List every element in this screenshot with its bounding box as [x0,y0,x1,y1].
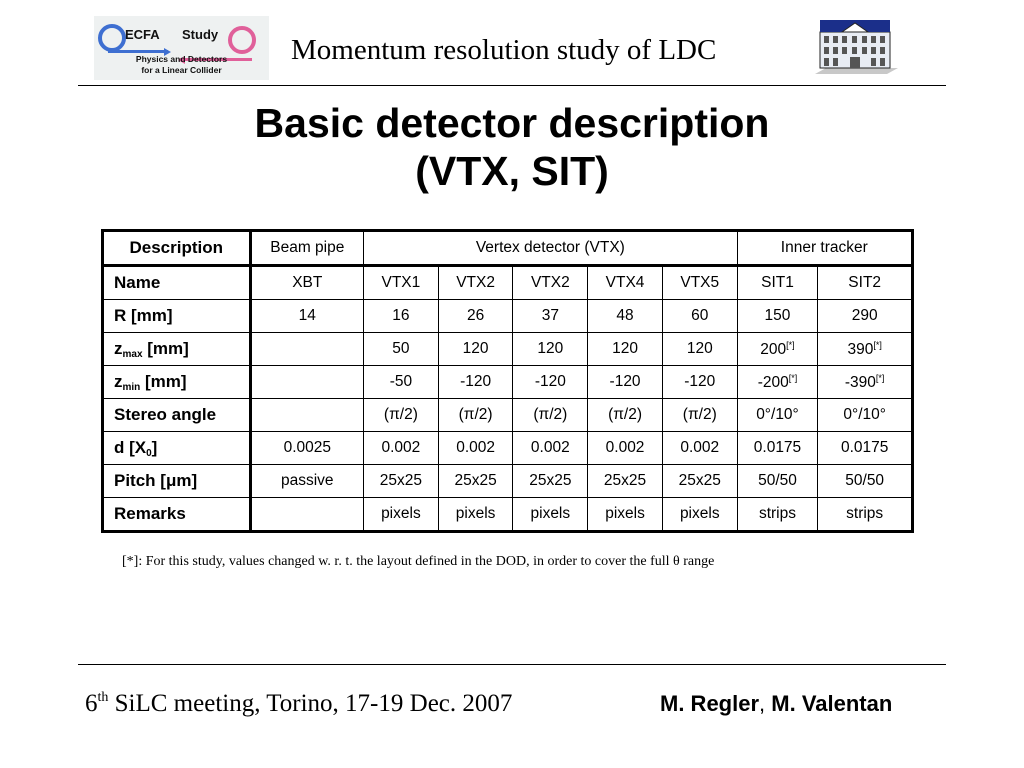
row-label-zmax [103,333,251,366]
label-unit: ] [151,437,158,457]
table-cell [250,366,363,399]
slide-title [0,99,1024,195]
table-cell: passive [250,465,363,498]
table-cell: 25x25 [364,465,439,498]
footnote-marker: [*] [788,372,798,383]
table-cell: 0.002 [438,432,513,465]
label-main: z [114,338,123,358]
footer-authors [660,691,892,717]
table-row [103,333,913,366]
label-main: d [X [114,437,147,457]
ordinal-number: 6 [85,690,98,717]
table-row [103,465,913,498]
table-cell: 290 [818,300,913,333]
table-cell: 50/50 [818,465,913,498]
row-label-r: R [mm] [103,300,251,333]
meeting-text: SiLC meeting, Torino, 17-19 Dec. 2007 [108,690,513,717]
table-cell: -50 [364,366,439,399]
slide-title-line-2: (VTX, SIT) [415,148,609,194]
table-cell: 26 [438,300,513,333]
table-cell: 14 [250,300,363,333]
footer-divider [78,664,946,665]
logo-study-text: Study [182,27,219,42]
pink-ring-icon [228,26,256,54]
row-label-stereo: Stereo angle [103,399,251,432]
table-cell: pixels [588,498,663,532]
header-description: Description [103,231,251,266]
table-cell: 25x25 [588,465,663,498]
table-cell [250,333,363,366]
table-row [103,300,913,333]
cell-value: -390 [844,373,876,391]
table-cell: 25x25 [662,465,737,498]
label-main: z [114,371,123,391]
ecfa-study-logo [94,16,269,80]
table-cell: 0.0175 [818,432,913,465]
footnote-marker: [*] [875,372,885,383]
table-cell: VTX1 [364,266,439,300]
university-building-icon [812,18,898,76]
blue-ring-icon [98,24,126,52]
table-cell [250,498,363,532]
logo-subtitle-2: for a Linear Collider [141,65,222,75]
cell-value: -200 [757,373,789,391]
table-cell: 0°/10° [737,399,818,432]
table-cell: (π/2) [438,399,513,432]
table-row [103,366,913,399]
table-cell: 48 [588,300,663,333]
logo-ecfa-text: ECFA [125,27,160,42]
table-cell: 120 [438,333,513,366]
table-cell [818,333,913,366]
logo-subtitle-1: Physics and Detectors [135,54,228,64]
row-label-d [103,432,251,465]
table-cell: (π/2) [364,399,439,432]
table-cell: XBT [250,266,363,300]
table-row [103,399,913,432]
table-cell: 150 [737,300,818,333]
author-name: M. Regler [660,691,760,716]
table-cell: 50/50 [737,465,818,498]
table-cell: 0°/10° [818,399,913,432]
table-cell: -120 [588,366,663,399]
table-cell: 37 [513,300,588,333]
table-cell: 0.002 [364,432,439,465]
slide-title-line-1: Basic detector description [254,100,770,146]
table-cell: 0.002 [662,432,737,465]
table-cell: SIT1 [737,266,818,300]
table-cell: pixels [513,498,588,532]
detector-table [101,229,914,533]
footnote-marker: [*] [786,339,795,350]
blue-arrow-icon [108,50,168,53]
label-subscript: min [122,381,141,393]
table-cell: pixels [364,498,439,532]
header-title: Momentum resolution study of LDC [291,34,717,66]
footer-meeting [85,690,512,718]
table-cell: 60 [662,300,737,333]
table-cell: SIT2 [818,266,913,300]
table-row [103,498,913,532]
row-label-remarks: Remarks [103,498,251,532]
table-cell: 25x25 [438,465,513,498]
label-unit: [mm] [140,371,187,391]
table-cell: 50 [364,333,439,366]
label-subscript: max [122,348,143,360]
table-header-row [103,231,913,266]
table-cell [737,333,818,366]
row-label-zmin [103,366,251,399]
table-cell: 120 [588,333,663,366]
table-cell: -120 [662,366,737,399]
table-cell [737,366,818,399]
header-beam-pipe: Beam pipe [250,231,363,266]
cell-value: 200 [760,340,787,358]
table-cell: -120 [438,366,513,399]
table-cell: VTX5 [662,266,737,300]
row-label-name: Name [103,266,251,300]
table-cell: 0.0175 [737,432,818,465]
table-row [103,432,913,465]
table-cell: 0.002 [513,432,588,465]
table-cell: 0.0025 [250,432,363,465]
cell-value: 390 [847,340,874,358]
table-cell [250,399,363,432]
table-cell: (π/2) [662,399,737,432]
table-cell: 120 [662,333,737,366]
table-cell: 25x25 [513,465,588,498]
table-cell: 16 [364,300,439,333]
table-cell: strips [818,498,913,532]
header-divider [78,85,946,86]
table-cell: 0.002 [588,432,663,465]
table-cell: VTX4 [588,266,663,300]
table-cell: (π/2) [513,399,588,432]
table-footnote: [*]: For this study, values changed w. r. t. the layout defined in the DOD, in order to cover the full θ range [122,554,715,569]
table-cell: VTX2 [438,266,513,300]
table-cell: -120 [513,366,588,399]
table-cell: strips [737,498,818,532]
table-cell: pixels [438,498,513,532]
table-cell: (π/2) [588,399,663,432]
author-separator: , [759,691,772,716]
table-cell [818,366,913,399]
label-subscript: 0 [146,447,152,459]
label-unit: [mm] [142,338,189,358]
table-cell: VTX2 [513,266,588,300]
table-cell: pixels [662,498,737,532]
table-row [103,266,913,300]
footnote-marker: [*] [873,339,882,350]
ordinal-suffix: th [97,690,109,705]
header-vertex-detector: Vertex detector (VTX) [364,231,738,266]
author-name: M. Valentan [771,691,893,716]
header-inner-tracker: Inner tracker [737,231,912,266]
table-cell: 120 [513,333,588,366]
row-label-pitch: Pitch [μm] [103,465,251,498]
